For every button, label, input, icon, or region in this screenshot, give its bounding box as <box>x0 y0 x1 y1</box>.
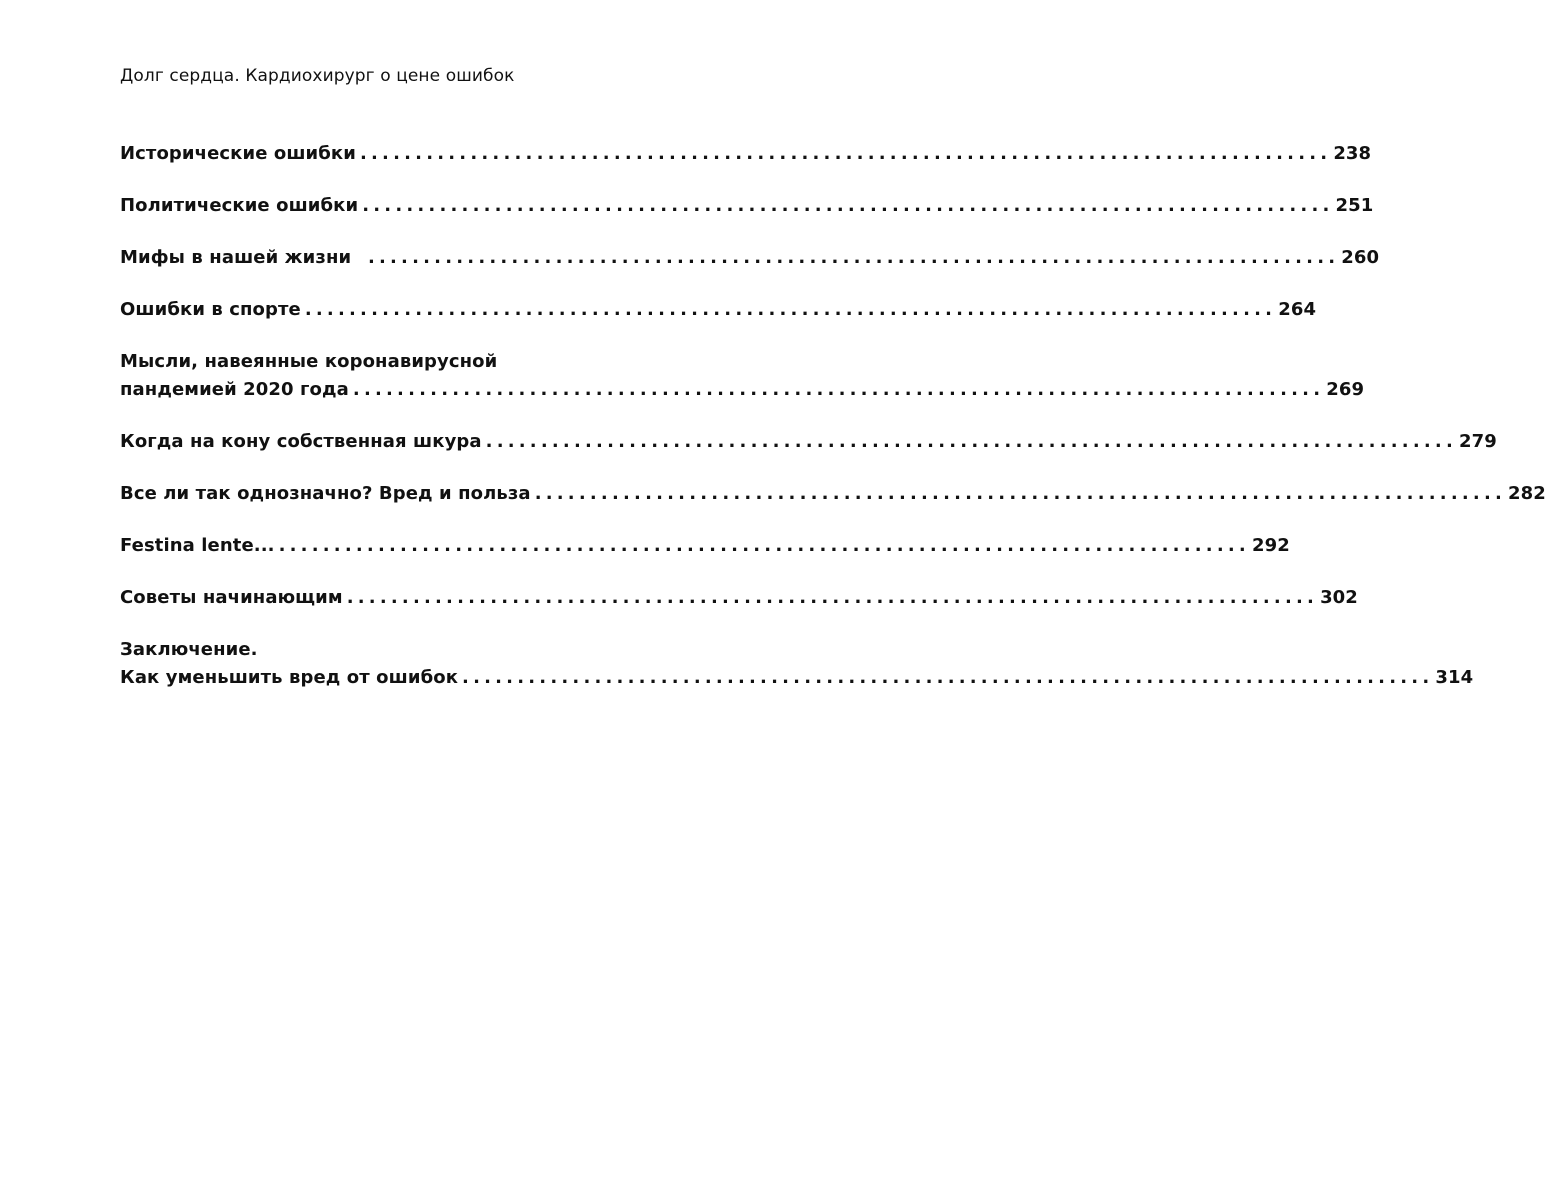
toc-entry <box>120 348 1365 404</box>
toc-page-number: 282 <box>1508 483 1546 504</box>
toc-entry-title-line: Мысли, навеянные коронавирусной <box>120 351 498 372</box>
toc-page-number: 279 <box>1459 431 1497 452</box>
dot-leader: ........................................................................................ <box>534 483 1507 504</box>
toc-entry-title: Все ли так однозначно? Вред и польза <box>120 483 531 504</box>
toc-entry-title: Мифы в нашей жизни <box>120 247 364 268</box>
toc-page-number: 302 <box>1320 587 1358 608</box>
toc-line <box>120 584 1358 612</box>
toc-page-number: 292 <box>1251 535 1290 556</box>
toc-entry <box>120 480 1546 508</box>
dot-leader: ........................................................................................ <box>346 587 1319 608</box>
toc-page-number: 264 <box>1278 299 1317 320</box>
toc-line <box>120 192 1374 220</box>
toc-entry-title: Исторические ошибки <box>120 143 356 164</box>
toc-line <box>120 480 1546 508</box>
toc-line <box>120 348 635 376</box>
toc-entry <box>120 140 1372 168</box>
toc-page-number: 269 <box>1326 379 1365 400</box>
toc-entry <box>120 428 1497 456</box>
toc-entry-title: Когда на кону собственная шкура <box>120 431 482 452</box>
toc-page-number: 238 <box>1333 143 1372 164</box>
dot-leader: ........................................................................................ <box>462 667 1434 688</box>
table-of-contents <box>120 140 1546 716</box>
dot-leader: ........................................................................................ <box>304 299 1277 320</box>
dot-leader: ........................................................................................ <box>362 195 1334 216</box>
toc-entry-title-line: Заключение. <box>120 639 258 660</box>
toc-line <box>120 296 1317 324</box>
dot-leader: ........................................................................................ <box>278 535 1250 556</box>
toc-entry-title: Советы начинающим <box>120 587 343 608</box>
toc-entry <box>120 192 1374 220</box>
running-head: Долг сердца. Кардиохирург о цене ошибок <box>120 66 515 86</box>
toc-line <box>120 140 1372 168</box>
toc-line <box>120 244 1380 272</box>
toc-entry-title: Как уменьшить вред от ошибок <box>120 667 459 688</box>
toc-page-number: 260 <box>1341 247 1380 268</box>
toc-entry <box>120 244 1380 272</box>
dot-leader: ........................................................................................ <box>359 143 1332 164</box>
toc-entry-title: Ошибки в спорте <box>120 299 301 320</box>
dot-leader: ........................................................................................ <box>352 379 1325 400</box>
toc-entry-title: пандемией 2020 года <box>120 379 349 400</box>
toc-line <box>120 532 1290 560</box>
toc-entry-title: Festina lente... <box>120 535 275 556</box>
toc-entry <box>120 532 1290 560</box>
toc-entry <box>120 296 1317 324</box>
dot-leader: ........................................................................................ <box>485 431 1457 452</box>
toc-entry <box>120 584 1358 612</box>
toc-page-number: 314 <box>1435 667 1474 688</box>
toc-line <box>120 664 1474 692</box>
toc-entry-title: Политические ошибки <box>120 195 359 216</box>
toc-entry <box>120 636 1474 692</box>
toc-line <box>120 428 1497 456</box>
toc-page-number: 251 <box>1335 195 1374 216</box>
toc-line <box>120 636 635 664</box>
toc-line <box>120 376 1365 404</box>
dot-leader: ........................................................................................ <box>367 247 1340 268</box>
